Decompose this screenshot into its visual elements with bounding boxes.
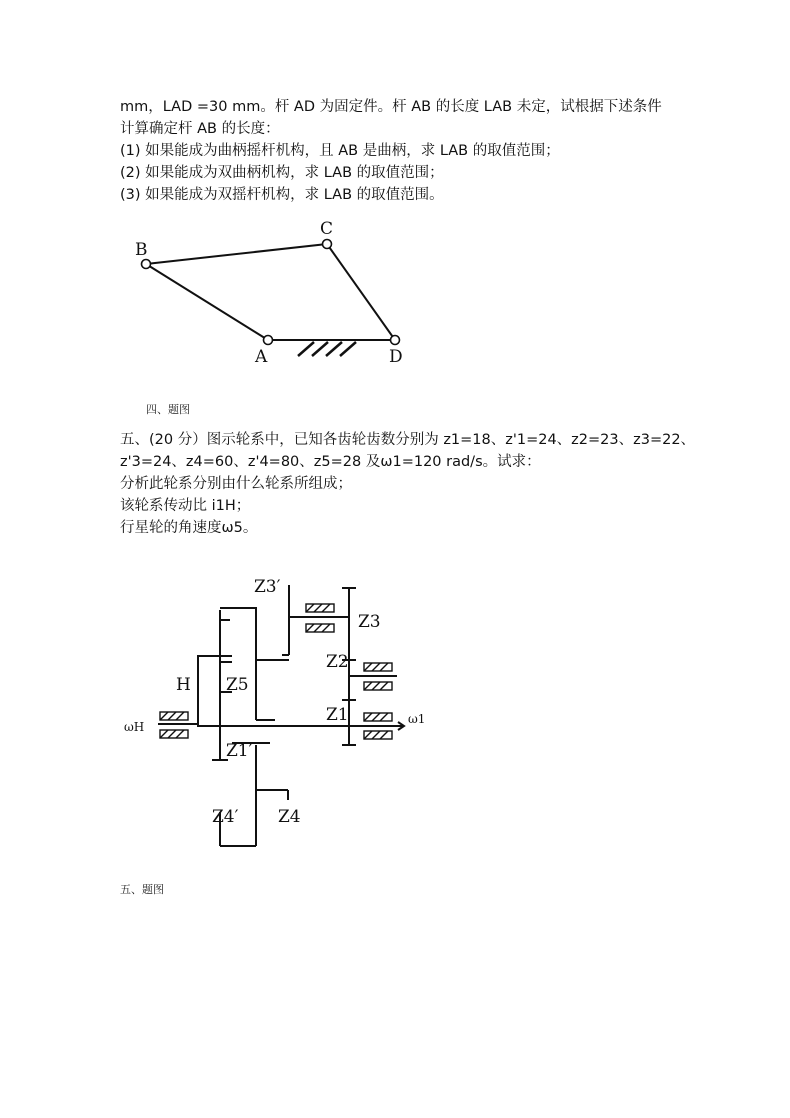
problem5-question-1: 分析此轮系分别由什么轮系所组成；: [120, 476, 352, 492]
problem5-line-1: 五、(20 分）图示轮系中，已知各齿轮齿数分别为 z1=18、z'1=24、z2=23、z3=22、: [120, 432, 696, 448]
problem5-question-2: 该轮系传动比 i1H；: [120, 498, 251, 514]
problem5-line-2: z'3=24、z4=60、z'4=80、z5=28 及ω1=120 rad/s。试求：: [120, 454, 541, 470]
label-z5: Z5: [226, 675, 249, 695]
problem4-line-1: mm，LAD =30 mm。杆 AD 为固定件。杆 AB 的长度 LAB 未定，试根据下述条件: [120, 99, 662, 115]
problem4-item-3: (3) 如果能成为双摇杆机构，求 LAB 的取值范围。: [120, 187, 444, 203]
label-c: C: [320, 219, 334, 239]
label-z1: Z1: [326, 705, 349, 725]
problem5-question-3: 行星轮的角速度ω5。: [120, 520, 258, 536]
problem4-item-2: (2) 如果能成为双曲柄机构，求 LAB 的取值范围；: [120, 165, 444, 181]
problem4-item-1: (1) 如果能成为曲柄摇杆机构，且 AB 是曲柄，求 LAB 的取值范围；: [120, 143, 560, 159]
label-z2: Z2: [326, 652, 349, 672]
label-omega-1: ω1: [408, 712, 426, 726]
figure4-caption: 四、题图: [146, 403, 190, 416]
label-z4: Z4: [278, 807, 301, 827]
label-h: H: [176, 675, 191, 695]
label-d: D: [389, 347, 403, 367]
label-omega-h: ωH: [124, 720, 145, 734]
label-a: A: [255, 347, 268, 367]
figure5-caption: 五、题图: [120, 883, 164, 896]
label-z1p: Z1′: [226, 741, 253, 761]
label-z4p: Z4′: [212, 807, 239, 827]
label-b: B: [135, 240, 148, 260]
label-z3p: Z3′: [254, 577, 281, 597]
problem4-line-2: 计算确定杆 AB 的长度：: [120, 121, 280, 137]
label-z3: Z3: [358, 612, 381, 632]
